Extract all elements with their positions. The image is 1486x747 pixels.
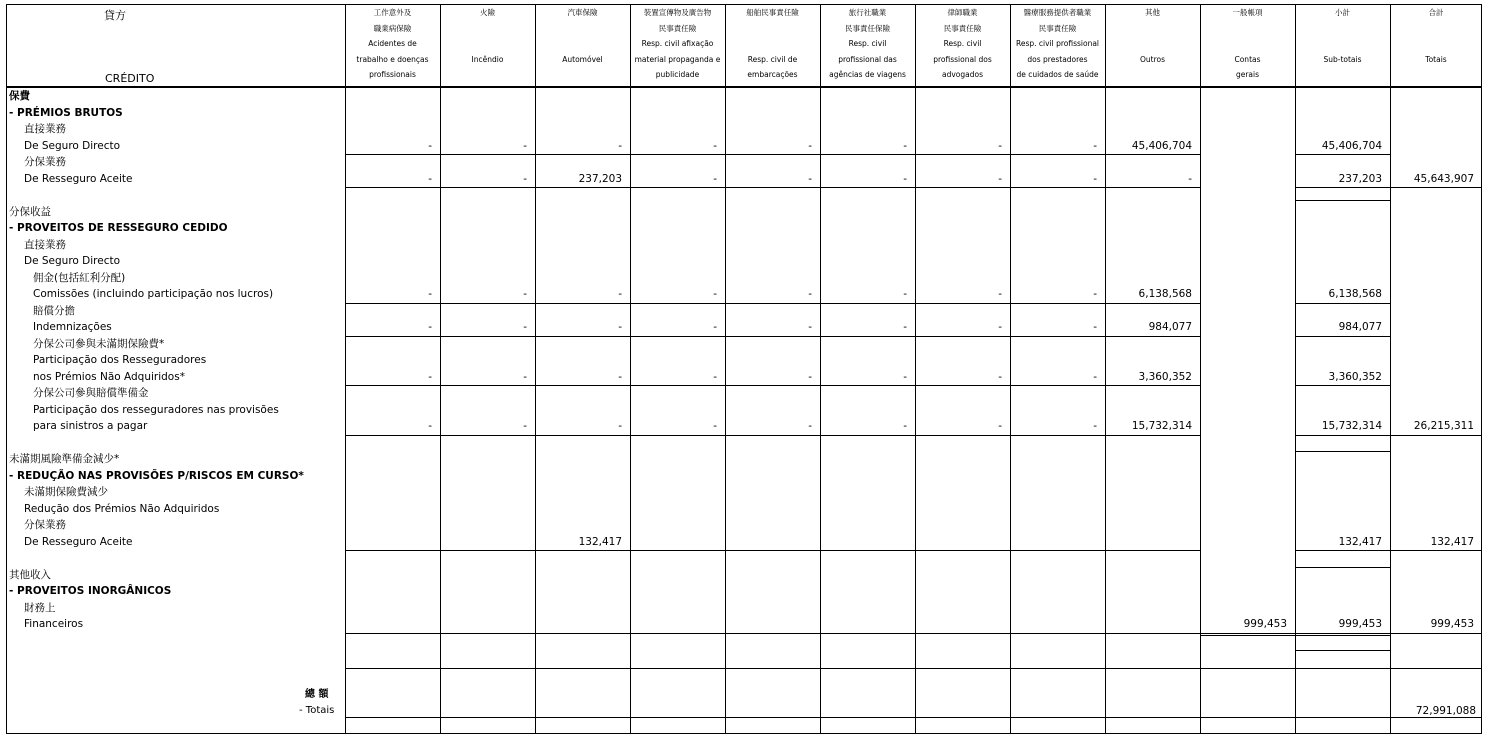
column-header-line: de cuidados de saúde <box>1016 70 1099 80</box>
cell-value: - <box>523 420 527 432</box>
column-header-line: Contas <box>1234 54 1261 64</box>
column-header-line: 小計 <box>1335 8 1350 17</box>
cell-value: - <box>903 288 907 300</box>
cell-value: 984,077 <box>1148 321 1192 333</box>
row-underline <box>345 717 1482 718</box>
row-underline <box>345 336 1200 337</box>
column-header-line: 律師職業 <box>947 8 978 17</box>
cell-value: - <box>1093 288 1097 300</box>
cell-value: - <box>713 321 717 333</box>
totals-label-pt: - Totais <box>299 705 335 716</box>
cell-value: - <box>808 288 812 300</box>
row-underline <box>345 633 1200 634</box>
column-header-line: 船舶民事責任險 <box>746 8 799 17</box>
cell-value: - <box>618 139 622 152</box>
row-label: 分保業務 <box>24 156 66 168</box>
column-header-line: material propaganda e <box>634 54 721 64</box>
row-label: 分保業務 <box>24 519 66 531</box>
cell-value: - <box>903 370 907 383</box>
credit-title-pt: CRÉDITO <box>105 72 155 85</box>
column-header-line: profissionais <box>369 70 416 80</box>
cell-value: - <box>428 139 432 152</box>
row-label: para sinistros a pagar <box>33 420 148 432</box>
cell-value: - <box>618 321 622 333</box>
row-underline <box>345 385 1200 386</box>
cell-value: - <box>428 420 432 432</box>
row-underline <box>1295 451 1390 452</box>
cell-value: - <box>998 420 1002 432</box>
cell-value: - <box>808 172 812 185</box>
cell-value: - <box>618 370 622 383</box>
row-label: 佣金(包括紅利分配) <box>33 271 126 284</box>
column-header-line: Incêndio <box>471 54 504 64</box>
row-label: 分保公司參與賠償準備金 <box>33 387 149 399</box>
row-label: - PROVEITOS INORGÂNICOS <box>9 585 172 597</box>
cell-value: 6,138,568 <box>1328 288 1382 300</box>
row-label: 分保公司參與未滿期保險費* <box>33 337 165 350</box>
cell-value: 999,453 <box>1430 618 1474 630</box>
column-header-line: advogados <box>942 70 983 80</box>
column-header-line: 民事責任險 <box>1038 23 1077 33</box>
cell-value: - <box>808 139 812 152</box>
column-header-line: Resp. civil <box>943 39 982 49</box>
row-underline <box>345 435 1200 436</box>
cell-value: - <box>523 321 527 333</box>
row-underline <box>1295 633 1390 634</box>
column-header-line: 其他 <box>1145 8 1160 17</box>
cell-value: 984,077 <box>1338 321 1382 333</box>
cell-value: - <box>998 288 1002 300</box>
cell-value: 15,732,314 <box>1131 420 1192 432</box>
row-underline <box>1200 635 1390 636</box>
row-label: De Seguro Directo <box>24 255 121 267</box>
cell-value: - <box>523 370 527 383</box>
column-header-line: 民事責任保險 <box>845 23 890 33</box>
cell-value: - <box>713 139 717 152</box>
cell-value: - <box>998 321 1002 333</box>
column-header-line: Automóvel <box>562 54 603 64</box>
cell-value: - <box>713 288 717 300</box>
row-label: De Resseguro Aceite <box>24 535 133 548</box>
cell-value: - <box>1093 321 1097 333</box>
row-label: - REDUÇÃO NAS PROVISÕES P/RISCOS EM CURSO* <box>9 469 304 482</box>
cell-value: - <box>1093 370 1097 383</box>
row-underline <box>1295 567 1390 568</box>
cell-value: - <box>903 172 907 185</box>
column-header-line: embarcações <box>747 70 798 80</box>
row-underline <box>345 550 1200 551</box>
row-label: Participação dos resseguradores nas provisões <box>33 403 279 416</box>
cell-value: - <box>428 370 432 383</box>
row-underline <box>345 154 1200 155</box>
row-label: nos Prémios Não Adquiridos* <box>33 370 185 383</box>
cell-value: - <box>428 288 432 300</box>
cell-value: - <box>998 370 1002 383</box>
row-label: 其他收入 <box>9 568 51 581</box>
cell-value: - <box>428 172 432 185</box>
totals-label-zh: 總 額 <box>305 689 329 700</box>
row-underline <box>1295 435 1390 436</box>
column-header-line: 汽車保險 <box>567 8 598 17</box>
column-header-line: profissional das <box>838 54 897 64</box>
row-underline <box>345 668 1482 669</box>
column-header-line: Resp. civil de <box>747 54 798 64</box>
row-underline <box>1390 633 1482 634</box>
row-label: 未滿期保險費減少 <box>24 486 108 498</box>
column-header-line: Totais <box>1425 54 1447 64</box>
cell-value: - <box>1093 139 1097 152</box>
cell-value: 6,138,568 <box>1138 288 1192 300</box>
cell-value: 132,417 <box>578 535 622 548</box>
row-label: Indemnizações <box>33 321 112 333</box>
cell-value: 237,203 <box>578 172 622 185</box>
row-label: 直接業務 <box>24 123 66 135</box>
cell-value: - <box>523 288 527 300</box>
column-header-line: Outros <box>1139 54 1165 64</box>
row-underline <box>1295 154 1390 155</box>
row-label: Comissões (incluindo participação nos lucros) <box>33 288 274 300</box>
row-label: 未滿期風險準備金減少* <box>9 453 120 465</box>
cell-value: - <box>618 288 622 300</box>
cell-value: - <box>1093 172 1097 185</box>
row-underline <box>1295 550 1390 551</box>
column-header-line: dos prestadores <box>1027 54 1088 64</box>
row-label: - PRÉMIOS BRUTOS <box>9 106 123 119</box>
row-label: Financeiros <box>24 618 84 630</box>
cell-value: - <box>523 139 527 152</box>
cell-value: - <box>903 420 907 432</box>
cell-value: 132,417 <box>1338 535 1382 548</box>
row-label: 直接業務 <box>24 238 66 251</box>
row-underline <box>1200 633 1295 634</box>
grand-total-value: 72,991,088 <box>1415 705 1476 717</box>
row-label: Redução dos Prémios Não Adquiridos <box>24 502 220 515</box>
cell-value: - <box>998 139 1002 152</box>
row-underline <box>1295 303 1390 304</box>
cell-value: - <box>808 420 812 432</box>
row-underline <box>1295 200 1390 201</box>
cell-value: 15,732,314 <box>1321 420 1382 432</box>
cell-value: - <box>903 321 907 333</box>
row-underline <box>1295 187 1390 188</box>
cell-value: 132,417 <box>1430 535 1474 548</box>
column-header-line: 民事責任險 <box>658 23 697 33</box>
row-label: 賠償分擔 <box>33 304 75 317</box>
cell-value: 45,406,704 <box>1321 139 1382 152</box>
column-header-line: gerais <box>1235 70 1260 80</box>
column-header-line: trabalho e doenças <box>356 54 429 64</box>
column-header-line: publicidade <box>655 70 700 80</box>
cell-value: 3,360,352 <box>1138 370 1192 383</box>
row-underline <box>1295 336 1390 337</box>
cell-value: 45,406,704 <box>1131 139 1192 152</box>
row-label: 分保收益 <box>9 205 51 218</box>
cell-value: 237,203 <box>1338 172 1382 185</box>
column-header-line: 合計 <box>1428 8 1444 17</box>
cell-value: - <box>998 172 1002 185</box>
cell-value: - <box>713 370 717 383</box>
row-label: De Resseguro Aceite <box>24 172 133 185</box>
cell-value: - <box>808 370 812 383</box>
cell-value: 3,360,352 <box>1328 370 1382 383</box>
column-header-line: Resp. civil afixação <box>641 39 714 49</box>
column-header-line: Resp. civil <box>848 39 887 49</box>
row-label: - PROVEITOS DE RESSEGURO CEDIDO <box>9 222 228 234</box>
cell-value: - <box>1093 420 1097 432</box>
cell-value: - <box>903 139 907 152</box>
cell-value: 45,643,907 <box>1413 172 1474 185</box>
row-underline <box>345 303 1200 304</box>
cell-value: - <box>713 172 717 185</box>
row-underline <box>1390 187 1482 188</box>
cell-value: - <box>808 321 812 333</box>
row-underline <box>1390 550 1482 551</box>
column-header-line: Resp. civil profissional <box>1015 39 1100 49</box>
cell-value: 999,453 <box>1243 618 1287 630</box>
column-header-line: 火險 <box>480 8 495 17</box>
row-label: 保費 <box>9 90 30 102</box>
column-header-line: 職業病保險 <box>373 23 412 33</box>
column-header-line: profissional dos <box>933 54 992 64</box>
cell-value: - <box>428 321 432 333</box>
credit-title-zh: 貸方 <box>104 9 126 22</box>
column-header-line: agências de viagens <box>829 70 906 80</box>
row-underline <box>1295 385 1390 386</box>
column-header-line: 工作意外及 <box>373 8 412 17</box>
row-label: Participação dos Resseguradores <box>33 354 207 366</box>
row-underline <box>1295 650 1390 651</box>
column-header-line: 一般帳項 <box>1232 8 1263 17</box>
column-header-line: 醫療服務提供者職業 <box>1023 8 1092 17</box>
column-header-line: 裝置宣傳物及廣告物 <box>643 8 712 17</box>
cell-value: 999,453 <box>1338 618 1382 630</box>
cell-value: - <box>1188 172 1192 185</box>
header-divider <box>6 86 1482 88</box>
row-underline <box>345 187 1200 188</box>
cell-value: - <box>523 172 527 185</box>
column-header-line: Sub-totais <box>1323 54 1362 64</box>
column-header-line: 旅行社職業 <box>848 8 887 17</box>
column-header-line: 民事責任險 <box>943 23 982 33</box>
row-underline <box>1390 435 1482 436</box>
column-header-line: Acidentes de <box>368 39 417 49</box>
cell-value: 26,215,311 <box>1413 420 1474 432</box>
cell-value: - <box>618 420 622 432</box>
row-label: De Seguro Directo <box>24 139 121 152</box>
cell-value: - <box>713 420 717 432</box>
row-label: 財務上 <box>24 601 56 614</box>
